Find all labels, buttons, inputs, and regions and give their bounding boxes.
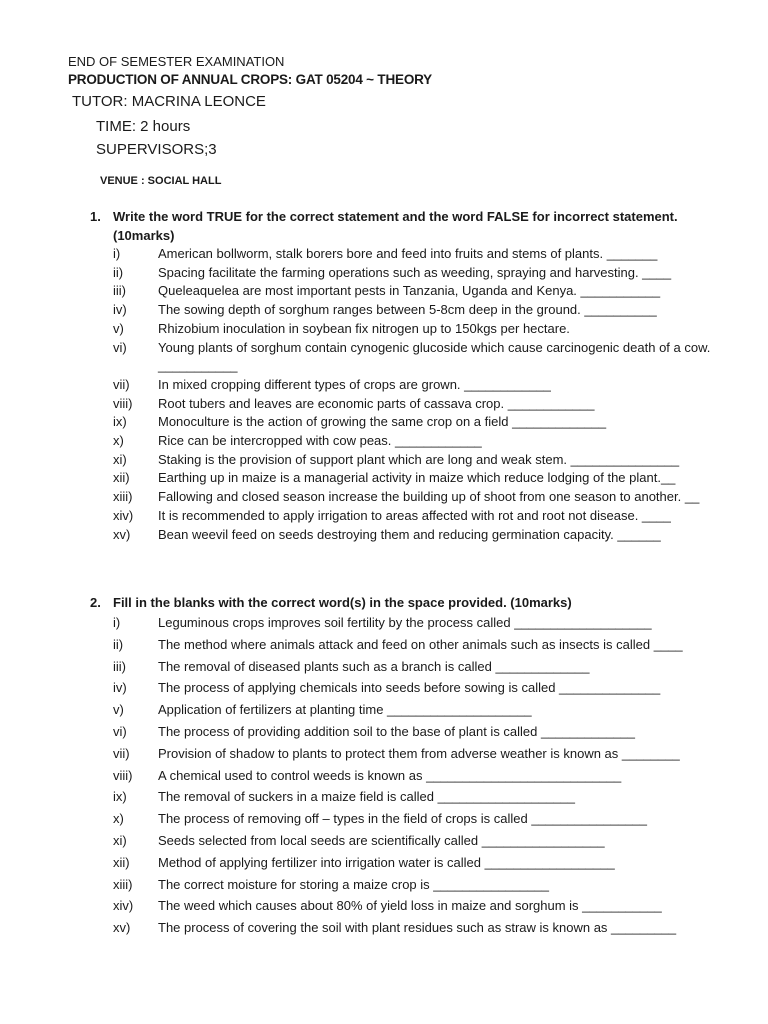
item-roman-numeral: ii) bbox=[113, 636, 124, 652]
item-statement: Young plants of sorghum contain cynogenic glucoside which cause carcinogenic death of a cow. ___________ bbox=[158, 339, 711, 374]
question-item bbox=[90, 874, 750, 896]
tutor-name: TUTOR: MACRINA LEONCE bbox=[72, 93, 266, 110]
item-statement: The weed which causes about 80% of yield loss in maize and sorghum is ___________ bbox=[158, 898, 662, 914]
item-roman-numeral: ix) bbox=[113, 789, 127, 805]
question-item bbox=[90, 507, 750, 526]
item-statement: Fallowing and closed season increase the building up of shoot from one season to another. __ bbox=[158, 489, 700, 505]
item-roman-numeral: v) bbox=[113, 702, 124, 718]
question-item bbox=[90, 282, 750, 301]
question-item bbox=[90, 895, 750, 917]
item-statement: The removal of suckers in a maize field is called ___________________ bbox=[158, 789, 575, 805]
question-item bbox=[90, 765, 750, 787]
question-item bbox=[90, 743, 750, 765]
question-number: 1. bbox=[90, 209, 101, 224]
item-statement: Rhizobium inoculation in soybean fix nitrogen up to 150kgs per hectare. bbox=[158, 320, 570, 336]
item-roman-numeral: x) bbox=[113, 433, 124, 449]
question-item bbox=[90, 245, 750, 264]
item-statement: Root tubers and leaves are economic parts of cassava crop. ____________ bbox=[158, 395, 595, 411]
supervisors-count: SUPERVISORS;3 bbox=[96, 141, 217, 158]
question-item bbox=[90, 917, 750, 939]
item-roman-numeral: vi) bbox=[113, 723, 127, 739]
item-roman-numeral: xii) bbox=[113, 854, 130, 870]
item-statement: In mixed cropping different types of crops are grown. ____________ bbox=[158, 376, 551, 392]
item-statement: Seeds selected from local seeds are scientifically called _________________ bbox=[158, 832, 605, 848]
item-roman-numeral: ii) bbox=[113, 264, 124, 280]
question-instruction: Fill in the blanks with the correct word(s) in the space provided. (10marks) bbox=[113, 595, 572, 610]
item-statement: The method where animals attack and feed on other animals such as insects is called ____ bbox=[158, 636, 683, 652]
item-statement: Bean weevil feed on seeds destroying them and reducing germination capacity. ______ bbox=[158, 526, 661, 542]
item-roman-numeral: vii) bbox=[113, 376, 130, 392]
item-statement: A chemical used to control weeds is known as ___________________________ bbox=[158, 767, 622, 783]
item-statement: It is recommended to apply irrigation to areas affected with rot and root not disease. ____ bbox=[158, 507, 671, 523]
item-statement: Provision of shadow to plants to protect them from adverse weather is known as ________ bbox=[158, 745, 680, 761]
item-statement: Leguminous crops improves soil fertility by the process called ___________________ bbox=[158, 615, 652, 630]
item-roman-numeral: iv) bbox=[113, 680, 127, 696]
item-statement: The removal of diseased plants such as a branch is called _____________ bbox=[158, 658, 590, 674]
question-item bbox=[90, 432, 750, 451]
question-item bbox=[90, 612, 750, 634]
question-item bbox=[90, 808, 750, 830]
item-roman-numeral: ix) bbox=[113, 414, 127, 430]
item-statement: Application of fertilizers at planting time ____________________ bbox=[158, 702, 532, 718]
question-1-heading bbox=[90, 207, 750, 245]
question-item bbox=[90, 721, 750, 743]
question-2-heading bbox=[90, 593, 750, 612]
item-roman-numeral: viii) bbox=[113, 767, 133, 783]
question-2 bbox=[90, 593, 750, 939]
question-item bbox=[90, 413, 750, 432]
item-statement: The correct moisture for storing a maize crop is ________________ bbox=[158, 876, 549, 892]
exam-time: TIME: 2 hours bbox=[96, 118, 191, 135]
item-roman-numeral: v) bbox=[113, 320, 124, 336]
item-statement: Monoculture is the action of growing the same crop on a field _____________ bbox=[158, 414, 607, 430]
question-marks: (10marks) bbox=[113, 228, 175, 243]
question-item bbox=[90, 264, 750, 283]
item-roman-numeral: viii) bbox=[113, 395, 133, 411]
item-statement: Spacing facilitate the farming operations such as weeding, spraying and harvesting. ____ bbox=[158, 264, 672, 280]
item-roman-numeral: i) bbox=[113, 615, 121, 630]
item-roman-numeral: vi) bbox=[113, 339, 127, 355]
question-1-items bbox=[90, 245, 750, 544]
item-roman-numeral: xv) bbox=[113, 526, 131, 542]
item-statement: The sowing depth of sorghum ranges between 5-8cm deep in the ground. __________ bbox=[158, 302, 657, 318]
item-statement: The process of removing off – types in the field of crops is called ________________ bbox=[158, 811, 648, 827]
item-roman-numeral: xi) bbox=[113, 451, 127, 467]
item-statement: The process of covering the soil with plant residues such as straw is known as _________ bbox=[158, 920, 677, 936]
exam-venue: VENUE : SOCIAL HALL bbox=[100, 175, 222, 187]
item-statement: The process of providing addition soil to the base of plant is called _____________ bbox=[158, 723, 635, 739]
item-roman-numeral: iii) bbox=[113, 283, 126, 299]
question-item bbox=[90, 634, 750, 656]
question-2-items bbox=[90, 612, 750, 939]
question-item bbox=[90, 395, 750, 414]
question-item bbox=[90, 451, 750, 470]
exam-title: END OF SEMESTER EXAMINATION bbox=[68, 54, 285, 69]
item-statement: The process of applying chemicals into seeds before sowing is called ______________ bbox=[158, 680, 661, 696]
question-item bbox=[90, 320, 750, 339]
item-roman-numeral: x) bbox=[113, 811, 124, 827]
item-roman-numeral: xiii) bbox=[113, 489, 133, 505]
question-item bbox=[90, 786, 750, 808]
question-item bbox=[90, 830, 750, 852]
item-roman-numeral: vii) bbox=[113, 745, 130, 761]
item-statement: Earthing up in maize is a managerial activity in maize which reduce lodging of the plant.__ bbox=[158, 470, 676, 486]
question-item bbox=[90, 656, 750, 678]
item-roman-numeral: xiv) bbox=[113, 898, 134, 914]
item-roman-numeral: i) bbox=[113, 246, 121, 261]
question-item bbox=[90, 699, 750, 721]
course-title: PRODUCTION OF ANNUAL CROPS: GAT 05204 ~ THEORY bbox=[68, 72, 432, 87]
question-item bbox=[90, 677, 750, 699]
item-statement: Rice can be intercropped with cow peas. ____________ bbox=[158, 433, 482, 449]
item-roman-numeral: xi) bbox=[113, 832, 127, 848]
item-roman-numeral: xiii) bbox=[113, 876, 133, 892]
item-roman-numeral: xiv) bbox=[113, 507, 134, 523]
question-item bbox=[90, 376, 750, 395]
item-statement: Method of applying fertilizer into irrigation water is called __________________ bbox=[158, 854, 615, 870]
question-item bbox=[90, 852, 750, 874]
question-item bbox=[90, 488, 750, 507]
item-roman-numeral: iv) bbox=[113, 302, 127, 318]
item-roman-numeral: xv) bbox=[113, 920, 131, 936]
item-statement: Queleaquelea are most important pests in Tanzania, Uganda and Kenya. ___________ bbox=[158, 283, 661, 299]
question-item bbox=[90, 301, 750, 320]
item-statement: American bollworm, stalk borers bore and feed into fruits and stems of plants. _______ bbox=[158, 246, 658, 261]
item-roman-numeral: xii) bbox=[113, 470, 130, 486]
question-item bbox=[90, 339, 750, 376]
item-roman-numeral: iii) bbox=[113, 658, 126, 674]
question-number: 2. bbox=[90, 595, 101, 610]
question-item bbox=[90, 469, 750, 488]
question-1 bbox=[90, 207, 750, 544]
item-statement: Staking is the provision of support plant which are long and weak stem. _______________ bbox=[158, 451, 680, 467]
question-instruction: Write the word TRUE for the correct statement and the word FALSE for incorrect statement. bbox=[113, 209, 678, 224]
question-item bbox=[90, 526, 750, 545]
